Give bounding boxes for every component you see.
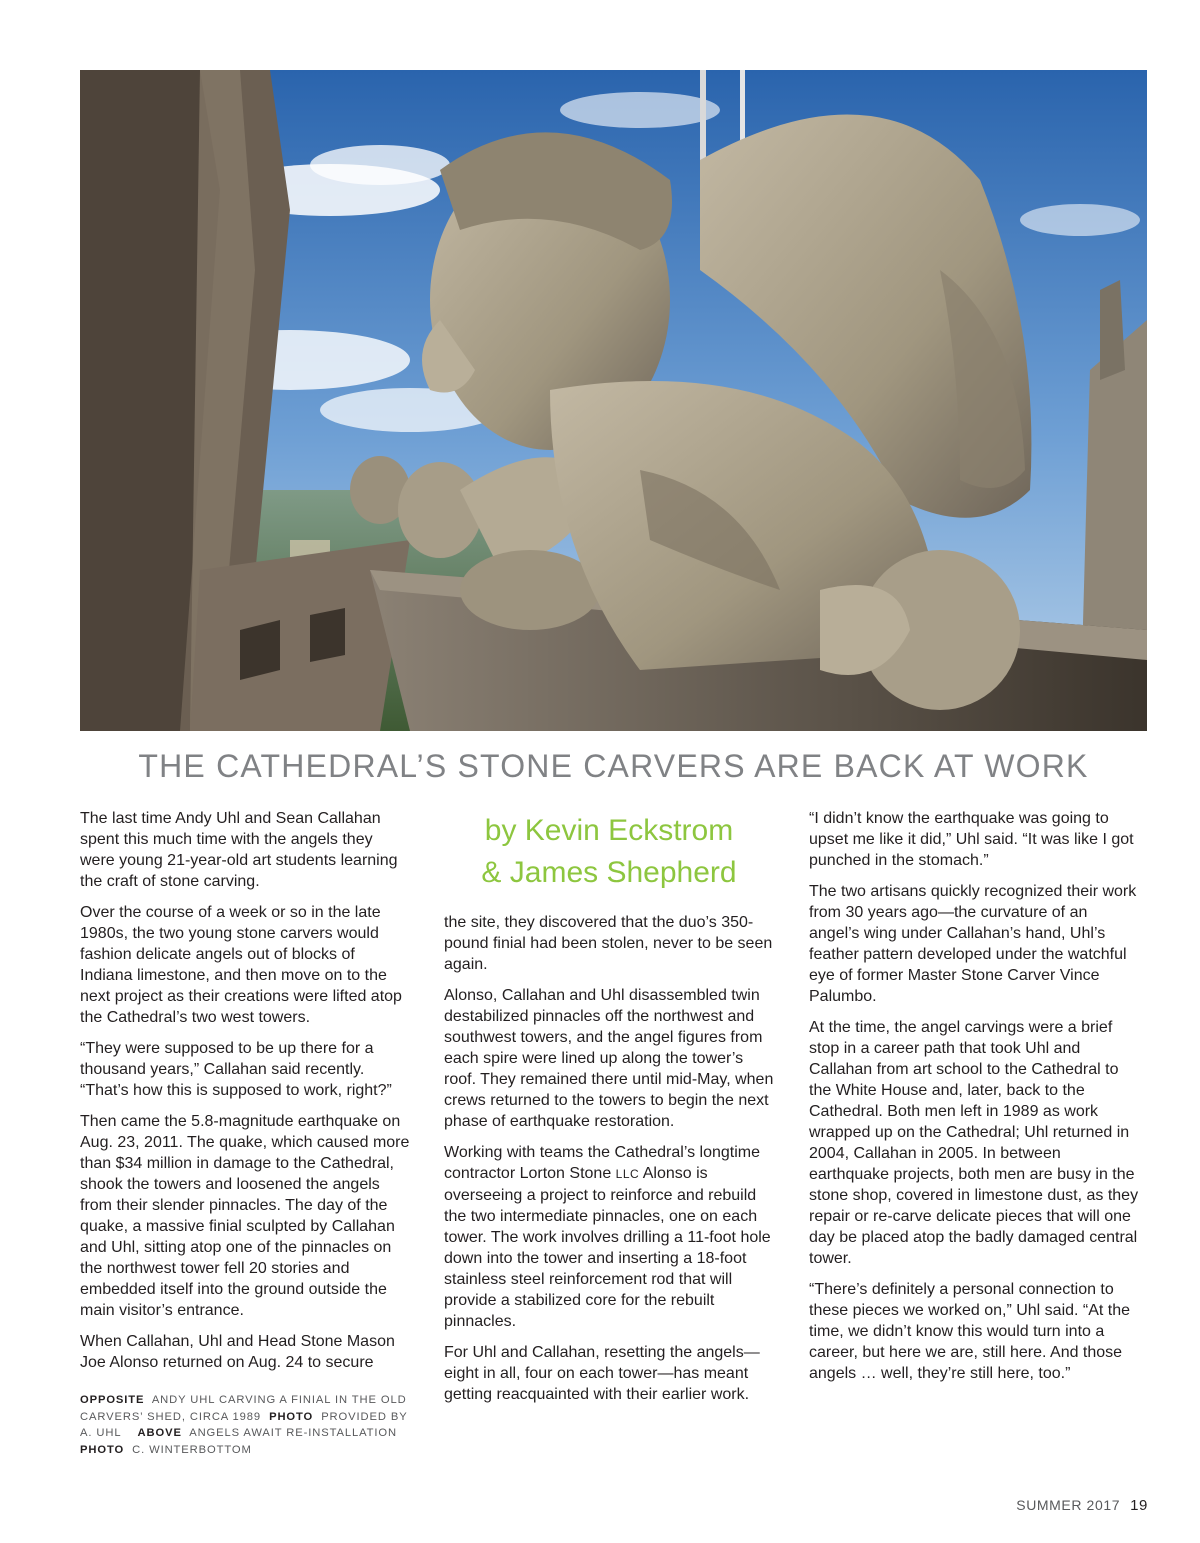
byline bbox=[444, 810, 774, 894]
caption-text: ANGELS AWAIT RE-INSTALLATION bbox=[189, 1427, 397, 1439]
paragraph: “I didn’t know the earthquake was going to upset me like it did,” Uhl said. “It was like I got punched in the stomach.” bbox=[809, 810, 1134, 869]
byline-line-2: & James Shepherd bbox=[481, 856, 737, 889]
article-column-1 bbox=[80, 808, 410, 1383]
paragraph: For Uhl and Callahan, resetting the angels—eight in all, four on each tower—has meant getting reacquainted with their earlier work. bbox=[444, 1344, 760, 1403]
caption-text: PROVIDED BY A. UHL bbox=[80, 1410, 408, 1439]
paragraph-text: Working with teams the Cathedral’s longtime contractor Lorton Stone bbox=[444, 1144, 760, 1182]
paragraph: At the time, the angel carvings were a brief stop in a career path that took Uhl and Callahan from art school to the Cathedral to the White House and, later, back to the Cathedral. Both men left in 1989 as work wrapped up on the Cathedral; Uhl returned in 2004, Callahan in 2005. In between earthquake projects, both men are busy in the stone shop, covered in limestone dust, as they repair or re-carve delicate pieces that will one day be placed atop the badly damaged central tower. bbox=[809, 1019, 1139, 1267]
byline-line-1: by Kevin Eckstrom bbox=[484, 814, 734, 847]
page-folio bbox=[1016, 1497, 1148, 1514]
photo-caption bbox=[80, 1392, 410, 1458]
paragraph: Over the course of a week or so in the late 1980s, the two young stone carvers would fashion delicate angels out of blocks of Indiana limestone, and then move on to the next project as their creations were lifted atop the Cathedral’s two west towers. bbox=[80, 904, 402, 1026]
paragraph: the site, they discovered that the duo’s 350-pound finial had been stolen, never to be seen again. bbox=[444, 914, 773, 973]
angel-statues-image bbox=[80, 70, 1147, 731]
issue-label: SUMMER 2017 bbox=[1016, 1497, 1121, 1513]
caption-text: ANDY UHL CARVING A FINIAL IN THE OLD CARVERS’ SHED, CIRCA 1989 bbox=[80, 1394, 407, 1423]
hero-photo bbox=[80, 70, 1147, 731]
paragraph-text: Alonso is overseeing a project to reinforce and rebuild the two intermediate pinnacles, one on each tower. The work involves drilling a 11-foot hole down into the tower and inserting a 18-foot stainless steel reinforcement rod that will provide a stabilized core for the rebuilt pinnacles. bbox=[444, 1165, 771, 1330]
company-suffix: LLC bbox=[615, 1167, 640, 1181]
caption-label: PHOTO bbox=[269, 1410, 314, 1423]
article-column-2 bbox=[444, 808, 774, 1415]
caption-text: C. WINTERBOTTOM bbox=[132, 1443, 252, 1456]
paragraph: “There’s definitely a personal connection to these pieces we worked on,” Uhl said. “At the time, we didn’t know this would turn into a career, but here we are, still here. And those angels … well, they’re still here, too.” bbox=[809, 1281, 1131, 1382]
paragraph: Then came the 5.8-magnitude earthquake on Aug. 23, 2011. The quake, which caused more than $34 million in damage to the Cathedral, shook the towers and loosened the angels from their slender pinnacles. The day of the quake, a massive finial sculpted by Callahan and Uhl, sitting atop one of the pinnacles on the northwest tower fell 20 stories and embedded itself into the ground outside the main visitor’s entrance. bbox=[80, 1113, 410, 1319]
caption-label: PHOTO bbox=[80, 1443, 125, 1456]
caption-label: ABOVE bbox=[137, 1427, 182, 1439]
article-column-3 bbox=[809, 808, 1139, 1394]
paragraph: The two artisans quickly recognized their work from 30 years ago—the curvature of an angel’s wing under Callahan’s hand, Uhl’s feather pattern developed under the watchful eye of former Master Stone Carver Vince Palumbo. bbox=[809, 883, 1137, 1005]
caption-label: OPPOSITE bbox=[80, 1394, 145, 1406]
article-headline: THE CATHEDRAL’S STONE CARVERS ARE BACK AT WORK bbox=[138, 748, 1089, 784]
page-number: 19 bbox=[1130, 1497, 1148, 1514]
paragraph: When Callahan, Uhl and Head Stone Mason Joe Alonso returned on Aug. 24 to secure bbox=[80, 1333, 395, 1371]
paragraph bbox=[444, 1142, 774, 1332]
paragraph: Alonso, Callahan and Uhl disassembled twin destabilized pinnacles off the northwest and southwest towers, and the angel figures from each spire were lined up along the tower’s roof. They remained there until mid-May, when crews returned to the towers to begin the next phase of earthquake restoration. bbox=[444, 987, 774, 1130]
paragraph: “They were supposed to be up there for a thousand years,” Callahan said recently. “That’s how this is supposed to work, right?” bbox=[80, 1040, 392, 1099]
paragraph: The last time Andy Uhl and Sean Callahan spent this much time with the angels they were young 21-year-old art students learning the craft of stone carving. bbox=[80, 810, 398, 890]
